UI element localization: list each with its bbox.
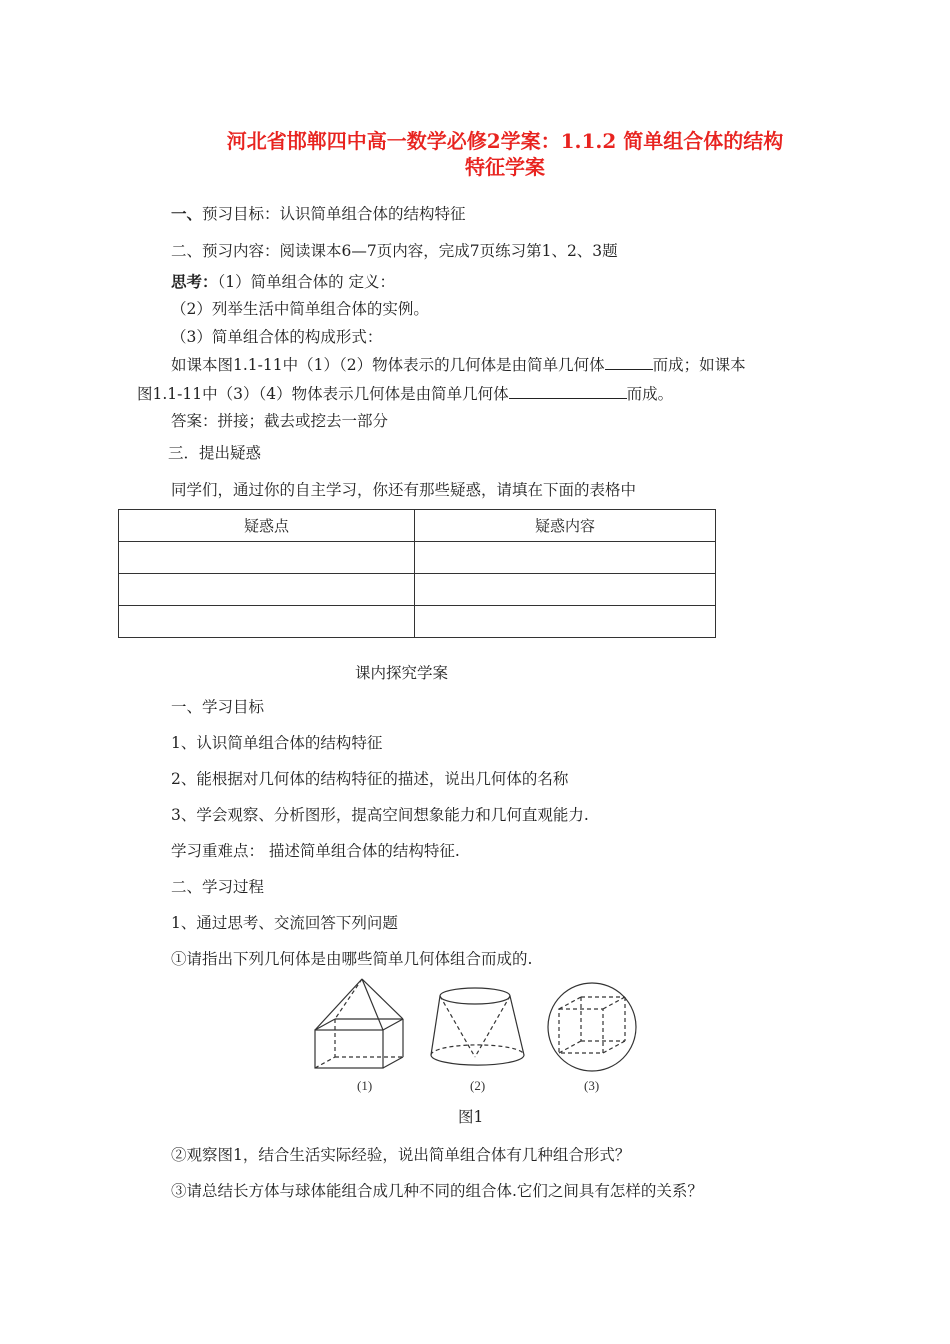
think-q1: （1）简单组合体的 定义：: [217, 273, 396, 291]
title-line-2: 特征学案: [465, 155, 545, 179]
preview-content: 二、预习内容：阅读课本6—7页内容，完成7页练习第1、2、3题: [171, 242, 618, 260]
figure-label-3: (3): [584, 1078, 600, 1093]
fill-line-2-b: 而成。: [626, 385, 674, 403]
table-cell[interactable]: [119, 606, 415, 638]
table-cell[interactable]: [119, 574, 415, 606]
doubts-heading: 三．提出疑惑: [168, 444, 262, 462]
question-3: ③请总结长方体与球体能组合成几种不同的组合体.它们之间具有怎样的关系？: [171, 1182, 703, 1200]
goal-3: 3、学会观察、分析图形，提高空间想象能力和几何直观能力.: [171, 806, 589, 824]
table-cell[interactable]: [415, 574, 716, 606]
goals-heading: 一、学习目标: [171, 698, 265, 716]
fill-line-1-b: 而成；如课本: [652, 356, 746, 374]
table-cell[interactable]: [119, 542, 415, 574]
think-q3: （3）简单组合体的构成形式：: [171, 328, 383, 346]
table-row: [119, 542, 716, 574]
think-q2: （2）列举生活中简单组合体的实例。: [171, 300, 429, 318]
fill-blank-2[interactable]: [509, 384, 627, 399]
table-row: [119, 574, 716, 606]
fill-line-2: [137, 382, 673, 404]
fill-line-2-a: 图1.1-11中（3）（4）物体表示几何体是由简单几何体: [137, 385, 509, 403]
table-cell[interactable]: [415, 542, 716, 574]
key-point: 学习重难点： 描述简单组合体的结构特征.: [171, 842, 460, 860]
think-label: 思考：: [171, 272, 218, 291]
figure-caption: 图1: [458, 1108, 484, 1126]
fill-line-1-a: 如课本图1.1-11中（1）（2）物体表示的几何体是由简单几何体: [171, 356, 605, 374]
table-cell[interactable]: [415, 606, 716, 638]
table-row: [119, 606, 716, 638]
table-header-doubt-content: 疑惑内容: [415, 510, 716, 542]
step-1: 1、通过思考、交流回答下列问题: [171, 914, 398, 932]
preview-goal: [171, 202, 466, 224]
figure-frustum-cone: [431, 988, 524, 1065]
table-header-doubt-point: 疑惑点: [119, 510, 415, 542]
figure-label-2: (2): [470, 1078, 486, 1093]
fill-line-1: [171, 353, 746, 375]
figure-sphere-cube: [548, 983, 636, 1071]
process-heading: 二、学习过程: [171, 878, 265, 896]
goal-1: 1、认识简单组合体的结构特征: [171, 734, 383, 752]
doubts-table: [118, 509, 716, 638]
fill-blank-1[interactable]: [605, 355, 653, 370]
inclass-heading: 课内探究学案: [355, 664, 449, 682]
question-2: ②观察图1，结合生活实际经验，说出简单组合体有几种组合形式？: [171, 1146, 631, 1164]
answer: 答案：拼接；截去或挖去一部分: [171, 412, 389, 430]
think-q1-line: [171, 270, 395, 292]
preview-goal-prefix: 一、: [171, 204, 203, 223]
figure-label-1: (1): [357, 1078, 373, 1093]
document-title: [140, 128, 870, 180]
doubts-intro: 同学们，通过你的自主学习，你还有那些疑惑，请填在下面的表格中: [171, 481, 637, 499]
figure-pyramid-prism: [315, 979, 403, 1068]
table-header-row: [119, 510, 716, 542]
goal-2: 2、能根据对几何体的结构特征的描述，说出几何体的名称: [171, 770, 569, 788]
figure-1: [300, 975, 650, 1100]
title-line-1: 河北省邯郸四中高一数学必修2学案：1.1.2 简单组合体的结构: [226, 129, 784, 153]
question-1: ①请指出下列几何体是由哪些简单几何体组合而成的.: [171, 950, 533, 968]
preview-goal-text: 预习目标：认识简单组合体的结构特征: [202, 205, 466, 223]
